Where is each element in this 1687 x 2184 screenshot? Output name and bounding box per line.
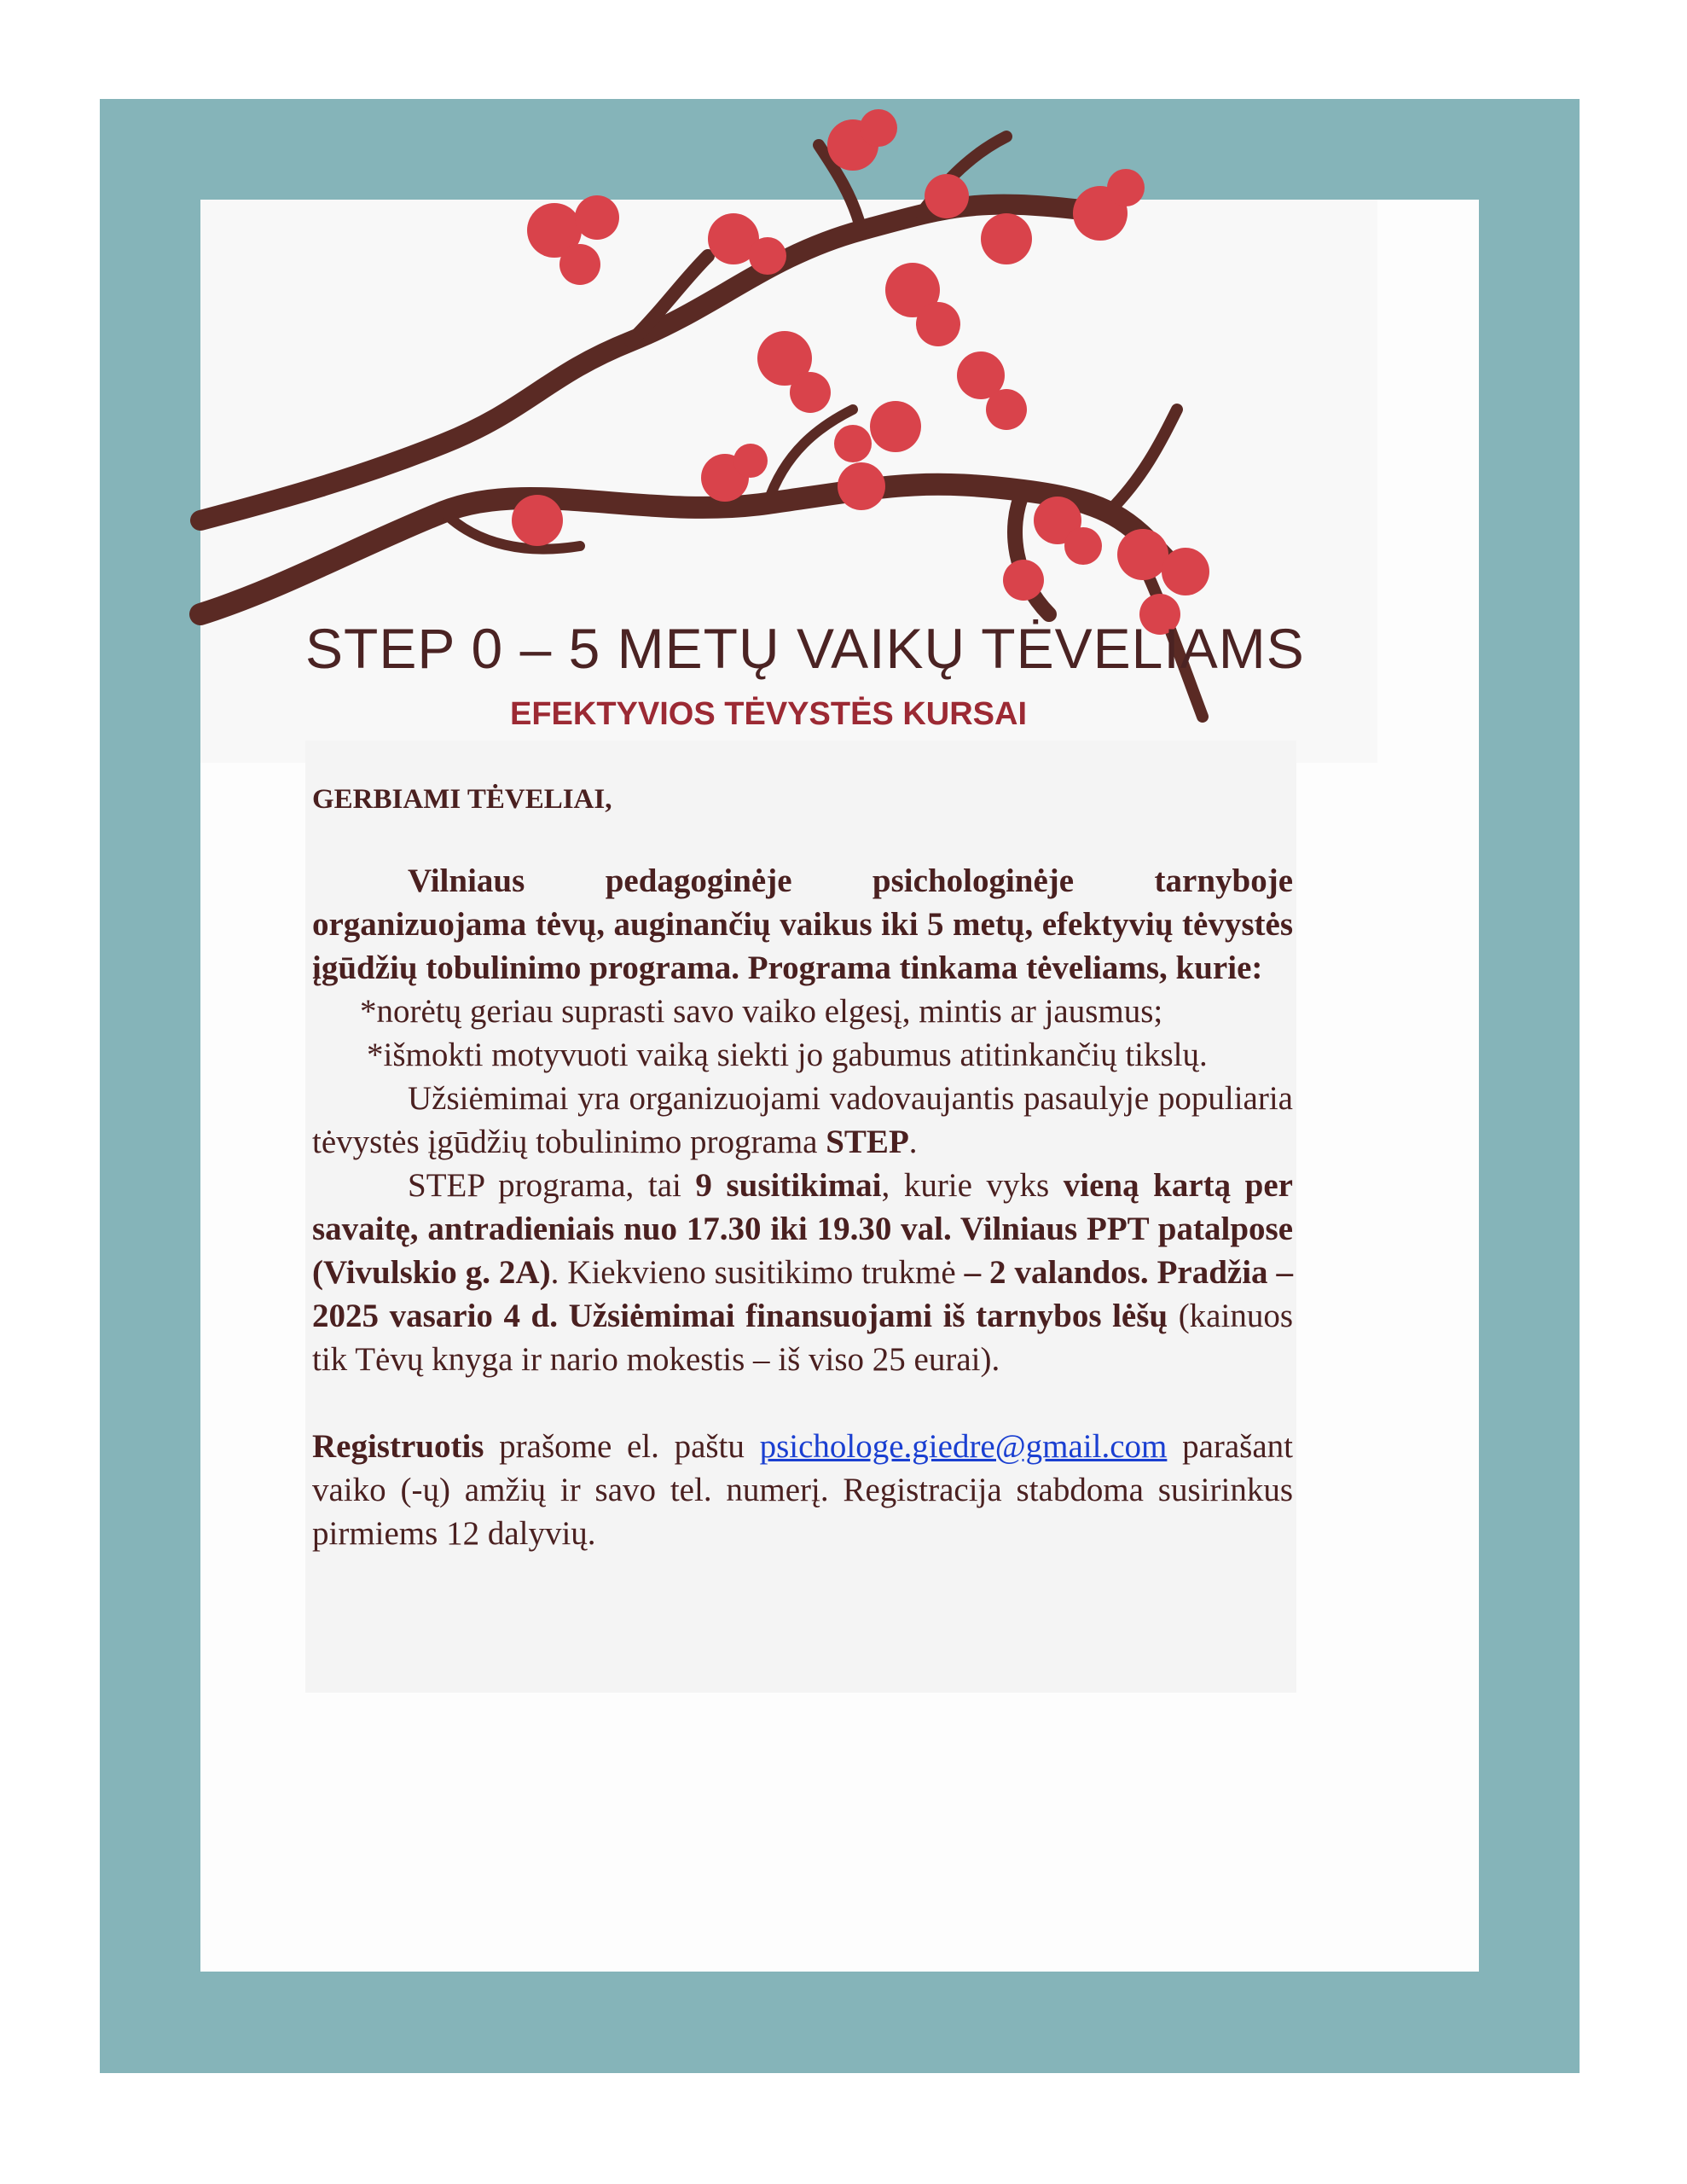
letter-body bbox=[312, 778, 1293, 1555]
registration-text: prašome el. paštu bbox=[484, 1428, 760, 1465]
email-link[interactable]: psichologe.giedre@gmail.com bbox=[759, 1428, 1168, 1465]
page-subtitle: EFEKTYVIOS TĖVYSTĖS KURSAI bbox=[510, 696, 1027, 732]
registration-rest: parašant vaiko (-ų) amžių ir savo tel. numerį. Registracija stabdoma susirinkus pirmiems 12 dalyvių. bbox=[312, 1428, 1293, 1552]
schedule-c: , kurie vyks bbox=[881, 1167, 1064, 1204]
registration-label: Registruotis bbox=[312, 1428, 484, 1465]
greeting: GERBIAMI TĖVELIAI, bbox=[312, 784, 612, 815]
registration-paragraph bbox=[312, 1425, 1293, 1555]
intro-paragraph bbox=[312, 859, 1293, 990]
schedule-f: – 2 valandos. Pradžia – 2025 vasario 4 d. Užsiėmimai finansuojami iš tarnybos lėšų bbox=[312, 1254, 1293, 1334]
schedule-b: 9 susitikimai bbox=[695, 1167, 882, 1204]
schedule-d: vieną kartą per savaitę, antradieniais nuo 17.30 iki 19.30 val. Vilniaus PPT patalpose (Vivulskio g. 2A) bbox=[312, 1167, 1293, 1291]
program-end: . bbox=[908, 1124, 918, 1160]
bullet-2: *išmokti motyvuoti vaiką siekti jo gabumus atitinkančių tikslų. bbox=[367, 1037, 1208, 1073]
page-title: STEP 0 – 5 METŲ VAIKŲ TĖVELIAMS bbox=[305, 617, 1305, 680]
program-text: Užsiėmimai yra organizuojami vadovaujantis pasaulyje populiaria tėvystės įgūdžių tobulinimo programa bbox=[312, 1080, 1293, 1160]
schedule-paragraph bbox=[312, 1164, 1293, 1381]
schedule-a: STEP programa, tai bbox=[408, 1167, 696, 1204]
intro-text: Vilniaus pedagoginėje psichologinėje tarnyboje organizuojama tėvų, auginančių vaikus iki 5 metų, efektyvių tėvystės įgūdžių tobulinimo programa. Programa tinkama tėveliams, kurie: bbox=[312, 863, 1293, 986]
program-name: STEP bbox=[826, 1124, 909, 1160]
spacer bbox=[312, 1381, 1293, 1425]
bullet-1: *norėtų geriau suprasti savo vaiko elgesį, mintis ar jausmus; bbox=[360, 993, 1163, 1030]
program-paragraph bbox=[312, 1077, 1293, 1164]
schedule-e: . Kiekvieno susitikimo trukmė bbox=[550, 1254, 965, 1291]
schedule-g: (kainuos tik Tėvų knyga ir nario mokestis – iš viso 25 eurai). bbox=[312, 1298, 1293, 1378]
